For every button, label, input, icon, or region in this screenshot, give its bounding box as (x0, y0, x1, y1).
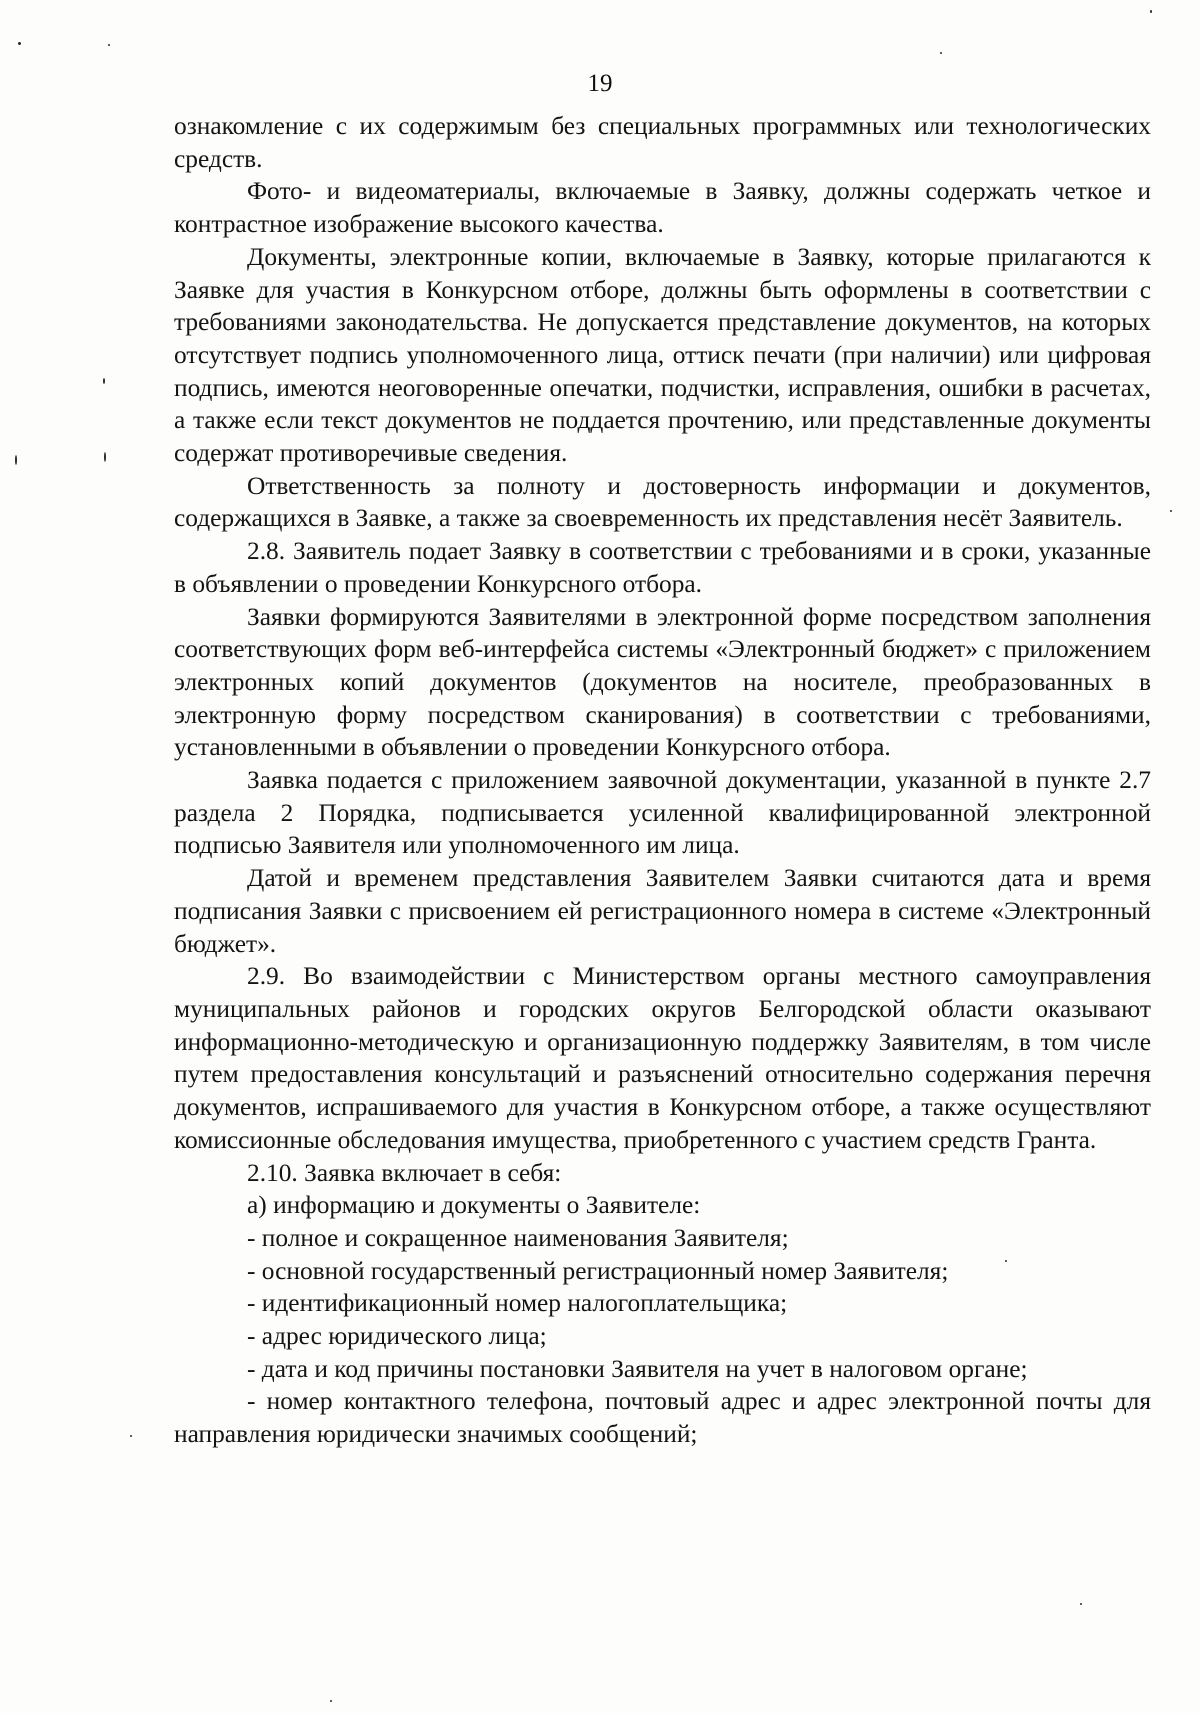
paragraph: Документы, электронные копии, включаемые в Заявку, которые прилагаются к Заявке для участия в Конкурсном отборе, должны быть оформлены в соответствии с требованиями законодательства. Не допускается представление документов, на которых отсутствует подпись уполномоченного лица, оттиск печати (при наличии) или цифровая подпись, имеются неоговоренные опечатки, подчистки, исправления, ошибки в расчетах, а также если текст документов не поддается прочтению, или представленные документы содержат противоречивые сведения. (174, 242, 1151, 468)
scan-speck (15, 455, 17, 465)
list-item: - идентификационный номер налогоплательщика; (247, 1289, 788, 1318)
scan-speck (18, 42, 21, 45)
list-item: - основной государственный регистрационный номер Заявителя; (247, 1256, 949, 1285)
paragraph: Заявка подается с приложением заявочной документации, указанной в пункте 2.7 раздела 2 Порядка, подписывается усиленной квалифицированной электронной подписью Заявителя или уполномоченного им лица. (174, 766, 1151, 860)
page-number: 19 (587, 70, 613, 97)
scan-speck (1005, 1260, 1007, 1262)
scan-speck (940, 52, 942, 54)
list-item: а) информацию и документы о Заявителе: (247, 1191, 701, 1220)
paragraph: Фото- и видеоматериалы, включаемые в Заявку, должны содержать четкое и контрастное изображение высокого качества. (174, 177, 1151, 239)
document-body (174, 110, 1151, 1451)
scan-speck (104, 452, 106, 462)
scan-speck (330, 1700, 332, 1702)
scan-speck (103, 378, 105, 384)
paragraph: ознакомление с их содержимым без специальных программных или технологических средств. (174, 112, 1151, 173)
scan-speck (130, 1435, 132, 1437)
paragraph: 2.9. Во взаимодействии с Министерством органы местного самоуправления муниципальных районов и городских округов Белгородской области оказывают информационно-методическую и организационную поддержку Заявителям, в том числе путем предоставления консультаций и разъяснений относительно содержания перечня документов, испрашиваемого для участия в Конкурсном отборе, а также осуществляют комиссионные обследования имущества, приобретенного с участием средств Гранта. (174, 962, 1151, 1154)
scan-speck (1080, 1603, 1082, 1605)
paragraph: Ответственность за полноту и достоверность информации и документов, содержащихся в Заявке, а также за своевременность их представления несёт Заявитель. (174, 471, 1151, 533)
paragraph: Заявки формируются Заявителями в электронной форме посредством заполнения соответствующих форм веб-интерфейса системы «Электронный бюджет» с приложением электронных копий документов (документов на носителе, преобразованных в электронную форму посредством сканирования) в соответствии с требованиями, установленными в объявлении о проведении Конкурсного отбора. (174, 602, 1151, 762)
scan-speck (1170, 510, 1172, 512)
list-item: - полное и сокращенное наименования Заявителя; (247, 1223, 789, 1252)
list-item: - адрес юридического лица; (247, 1322, 547, 1351)
scan-speck (108, 44, 110, 46)
list-item: 2.10. Заявка включает в себя: (247, 1158, 562, 1187)
paragraph: - номер контактного телефона, почтовый адрес и адрес электронной почты для направления юридически значимых сообщений; (174, 1387, 1151, 1449)
paragraph: Датой и временем представления Заявителем Заявки считаются дата и время подписания Заявки с присвоением ей регистрационного номера в системе «Электронный бюджет». (174, 864, 1151, 958)
list-item: - дата и код причины постановки Заявителя на учет в налоговом органе; (247, 1354, 1028, 1383)
paragraph: 2.8. Заявитель подает Заявку в соответствии с требованиями и в сроки, указанные в объявлении о проведении Конкурсного отбора. (174, 537, 1151, 598)
scan-speck (1150, 10, 1152, 13)
